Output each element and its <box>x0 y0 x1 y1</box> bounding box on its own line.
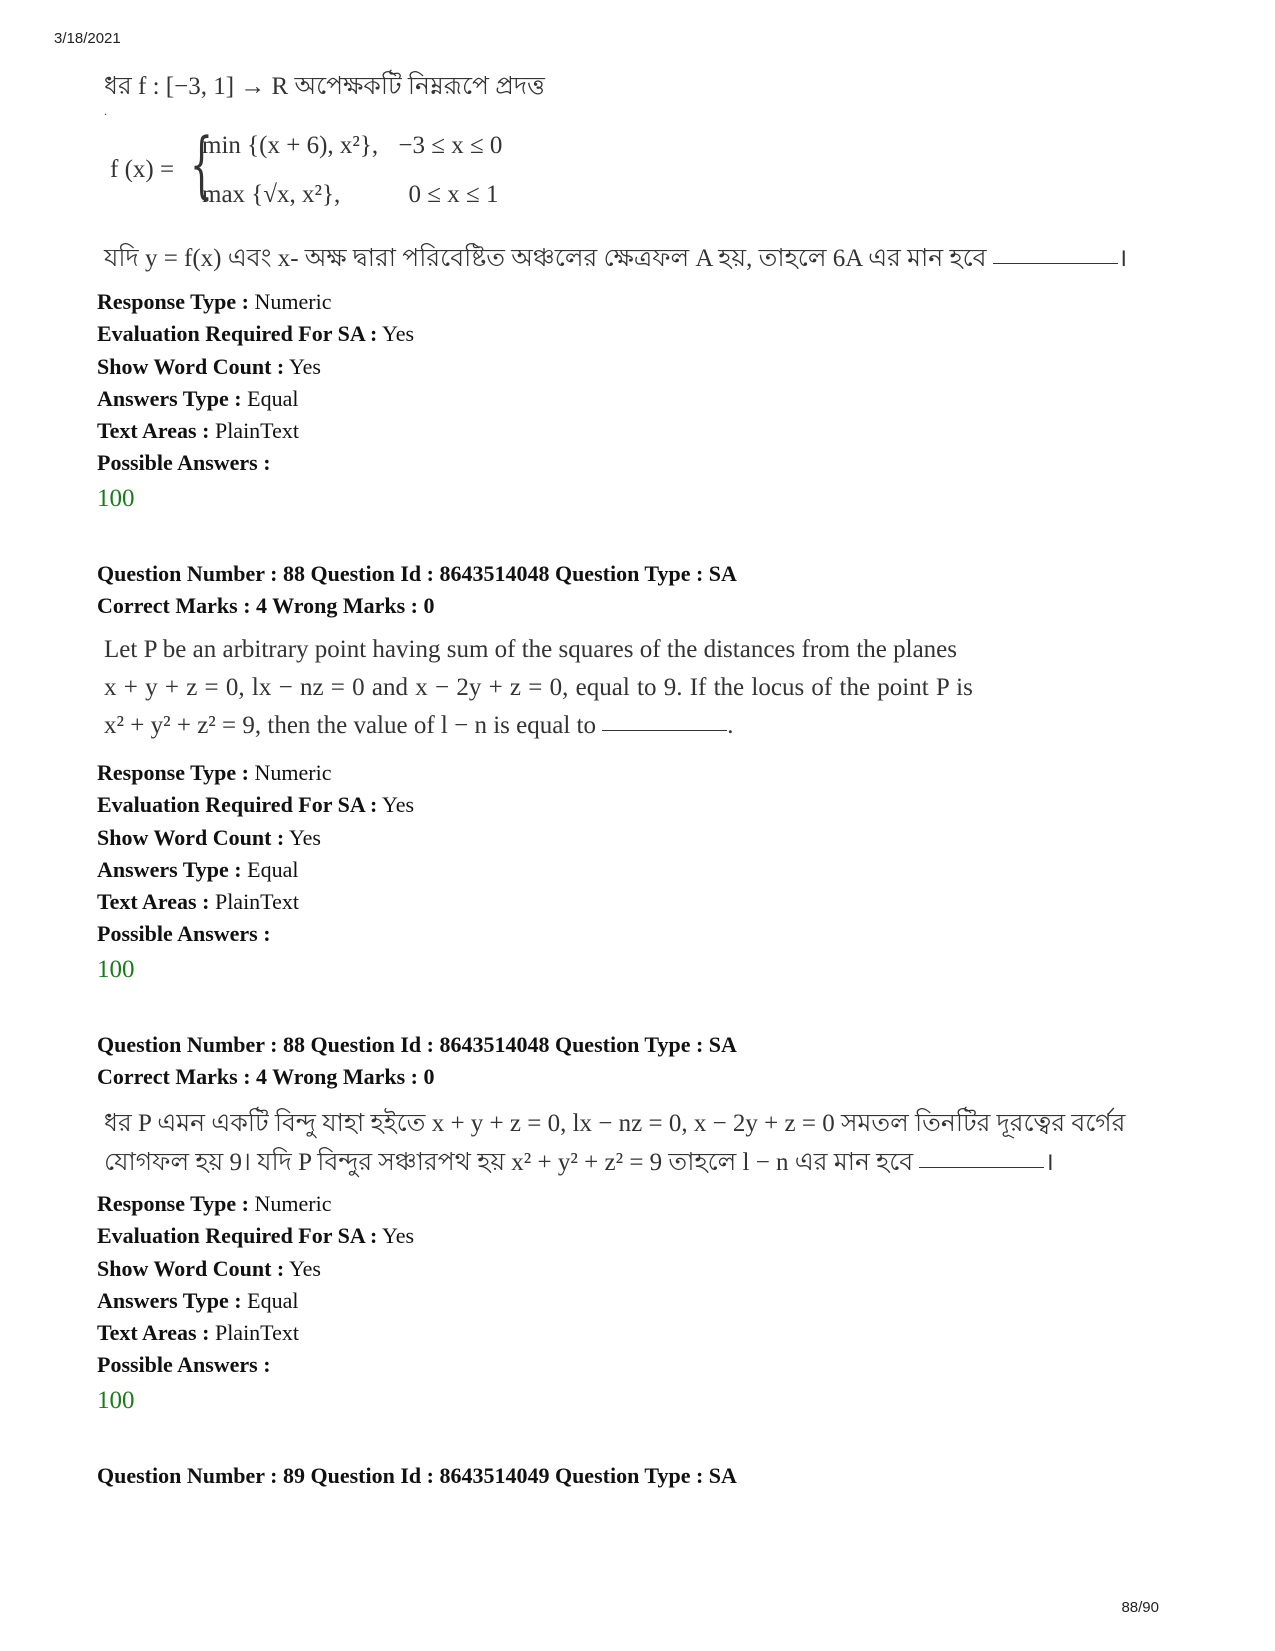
case-2-expr: max {√x, x²}, <box>202 181 341 208</box>
value: Equal <box>247 1287 299 1313</box>
label: Show Word Count : <box>97 1255 285 1281</box>
value: Yes <box>288 1255 321 1281</box>
value: Numeric <box>254 1191 332 1216</box>
answer-blank <box>602 729 727 731</box>
label: Answers Type : <box>97 856 242 882</box>
question-image-bengali-2-line2 <box>104 1142 1054 1185</box>
label: Answers Type : <box>97 385 242 411</box>
question-marks: Correct Marks : 4 Wrong Marks : 0 <box>97 593 435 618</box>
question-image-bengali-2-line1: ধর P এমন একটি বিন্দু যাহা হইতে x + y + z = 0, lx − nz = 0, x − 2y + z = 0 সমতল তিনটির দূরত্বের বর্গের <box>104 1110 1126 1137</box>
question-meta-1 <box>97 286 414 515</box>
value: Equal <box>247 856 299 882</box>
possible-answer: 100 <box>97 1386 135 1414</box>
question-image-english-line1: Let P be an arbitrary point having sum of the squares of the distances from the planes <box>104 636 958 663</box>
page-number: 88/90 <box>1121 1599 1159 1616</box>
question-marks: Correct Marks : 4 Wrong Marks : 0 <box>97 1064 435 1089</box>
label: Text Areas : <box>97 889 210 915</box>
stray-dot: . <box>104 104 107 118</box>
question-heading-89 <box>97 1460 737 1492</box>
answer-blank <box>919 1166 1044 1168</box>
danda: । <box>1044 1149 1054 1176</box>
value: Numeric <box>254 289 332 314</box>
value: Yes <box>382 792 415 818</box>
question-image-bengali-1-line1: ধর f : [−3, 1] → R অপেক্ষকটি নিম্নরূপে প্রদত্ত <box>104 73 545 100</box>
label: Show Word Count : <box>97 824 285 850</box>
case-2-cond: 0 ≤ x ≤ 1 <box>408 181 499 208</box>
question-meta-3 <box>97 1188 414 1417</box>
question-meta-2 <box>97 757 414 986</box>
value: Yes <box>288 824 321 850</box>
question-heading-88 <box>97 558 737 622</box>
label: Possible Answers : <box>97 921 271 947</box>
brace-symbol: { <box>190 122 213 206</box>
label: Evaluation Required For SA : <box>97 321 378 347</box>
label: Response Type : <box>97 289 249 314</box>
label: Response Type : <box>97 760 249 785</box>
case-1 <box>202 132 502 160</box>
value: Yes <box>382 1223 415 1249</box>
possible-answer: 100 <box>97 484 135 512</box>
danda: । <box>1117 245 1128 272</box>
value: Yes <box>288 353 321 379</box>
value: PlainText <box>214 418 299 444</box>
value: Equal <box>247 385 299 411</box>
value: PlainText <box>214 889 299 915</box>
question-heading: Question Number : 88 Question Id : 8643514048 Question Type : SA <box>97 1032 737 1057</box>
case-2 <box>202 181 498 209</box>
print-date: 3/18/2021 <box>54 30 121 47</box>
label: Possible Answers : <box>97 1352 271 1378</box>
label: Evaluation Required For SA : <box>97 792 378 818</box>
case-1-expr: min {(x + 6), x²}, <box>202 132 379 159</box>
label: Text Areas : <box>97 418 210 444</box>
question-line3-text: যদি y = f(x) এবং x- অক্ষ দ্বারা পরিবেষ্টিত অঞ্চলের ক্ষেত্রফল A হয়, তাহলে 6A এর মান হবে <box>104 245 987 272</box>
question-heading: Question Number : 89 Question Id : 8643514049 Question Type : SA <box>97 1463 737 1488</box>
label: Response Type : <box>97 1191 249 1216</box>
possible-answer: 100 <box>97 955 135 983</box>
value: PlainText <box>214 1320 299 1346</box>
value: Yes <box>382 321 415 347</box>
label: Possible Answers : <box>97 450 271 476</box>
period: . <box>727 712 734 739</box>
question-line3-text: x² + y² + z² = 9, then the value of l − n is equal to <box>104 712 596 739</box>
label: Evaluation Required For SA : <box>97 1223 378 1249</box>
case-1-cond: −3 ≤ x ≤ 0 <box>398 132 503 159</box>
value: Numeric <box>254 760 332 785</box>
label: Text Areas : <box>97 1320 210 1346</box>
label: Show Word Count : <box>97 353 285 379</box>
question-line2-text: যোগফল হয় 9। যদি P বিন্দুর সঞ্চারপথ হয় x² + y² + z² = 9 তাহলে l − n এর মান হবে <box>104 1149 914 1176</box>
question-image-english-line2: x + y + z = 0, lx − nz = 0 and x − 2y + z = 0, equal to 9. If the locus of the point P is <box>104 674 973 701</box>
question-image-english-line3 <box>104 712 733 740</box>
answer-blank <box>993 262 1118 264</box>
fx-label: f (x) = <box>110 156 175 183</box>
label: Answers Type : <box>97 1287 242 1313</box>
question-heading: Question Number : 88 Question Id : 8643514048 Question Type : SA <box>97 561 737 586</box>
question-heading-88-bengali <box>97 1029 737 1093</box>
question-image-bengali-1-line3 <box>104 238 1127 281</box>
